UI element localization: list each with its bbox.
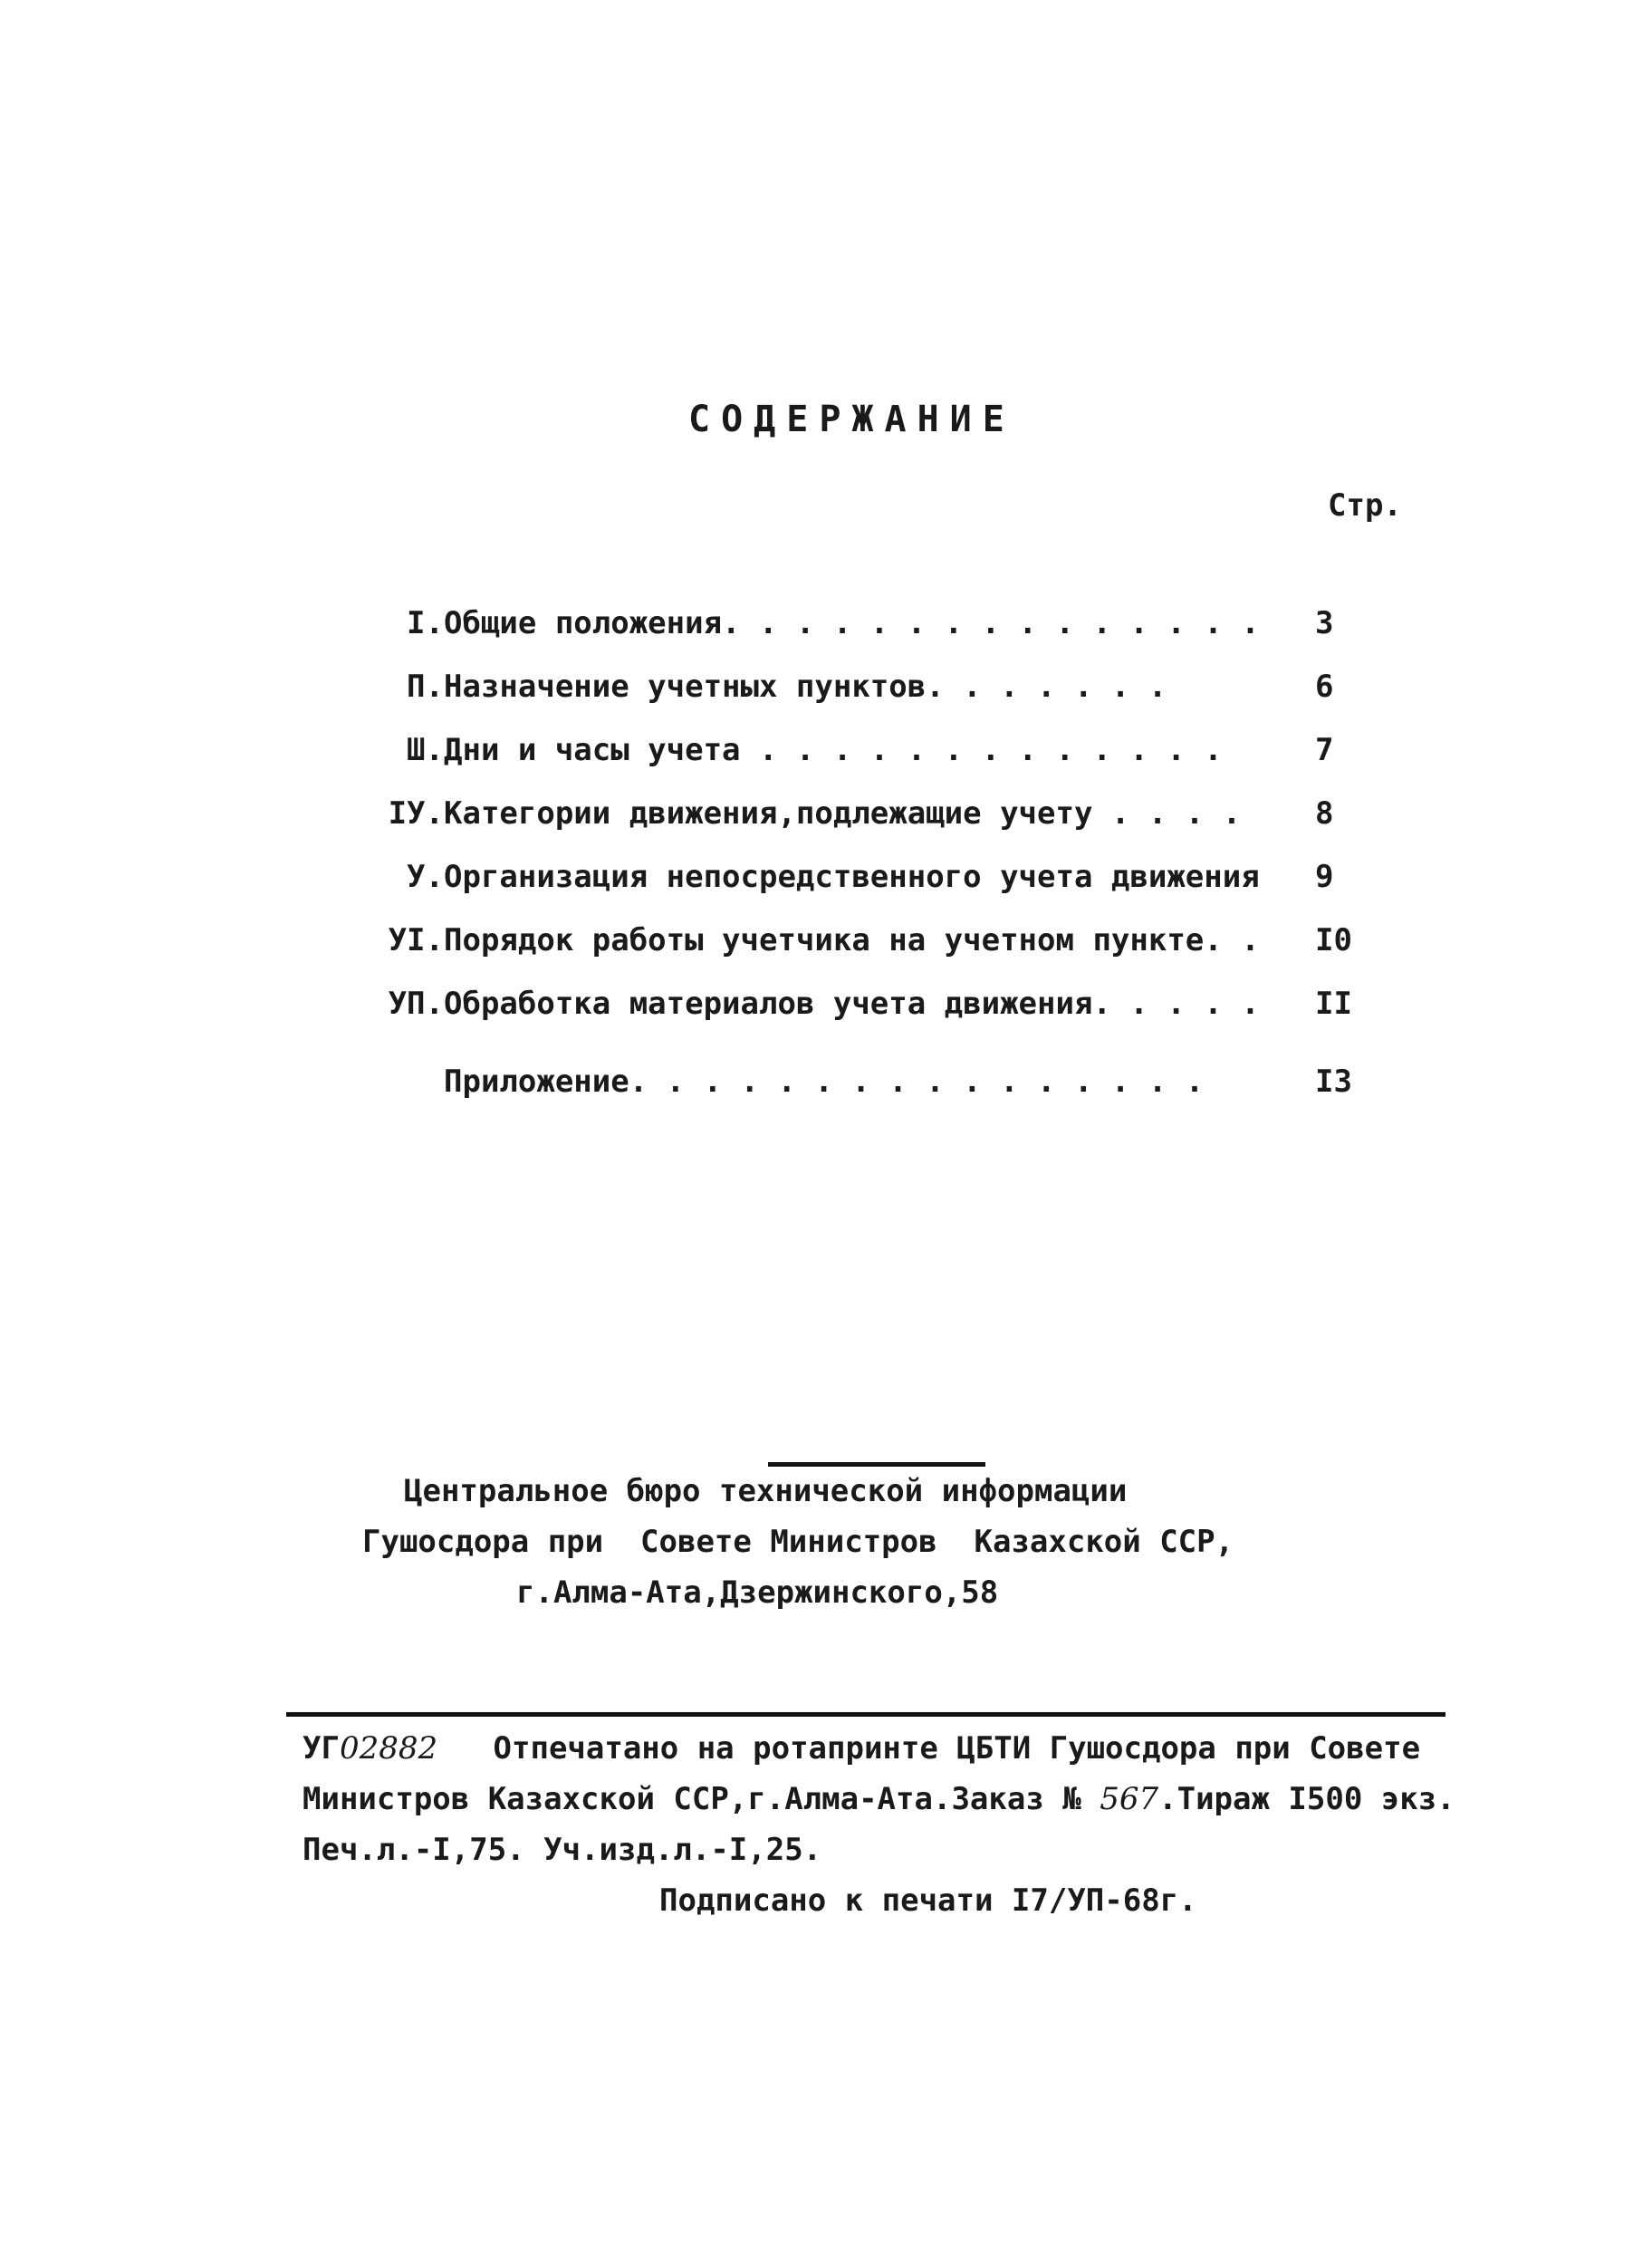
imprint-line: Печ.л.-I,75. Уч.изд.л.-I,25. [303,1832,822,1868]
publisher-line: Гушосдора при Совете Министров Казахской ССР, [362,1524,1234,1560]
toc-number: Ш. [407,732,444,768]
imprint-line [303,1730,1420,1767]
toc-page: 3 [1315,605,1334,641]
page-column-label: Стр. [1328,487,1402,524]
imprint-divider [286,1712,1446,1717]
toc-row [344,669,1386,719]
toc-row [344,922,1386,973]
imprint-code: 02882 [339,1730,438,1767]
publisher-line: Центральное бюро технической информации [404,1473,1128,1509]
imprint-text: Отпечатано на ротапринте ЦБТИ Гушосдора при Совете [493,1730,1421,1767]
toc-title: Порядок работы учетчика на учетном пункте. . [444,922,1260,958]
imprint-line: Подписано к печати I7/УП-68г. [659,1882,1197,1919]
toc-row [344,1064,1386,1114]
toc-number: УП. [388,986,444,1022]
imprint-prefix: УГ [303,1730,340,1767]
toc-row [344,859,1386,910]
publisher-line: г.Алма-Ата,Дзержинского,58 [516,1574,999,1611]
toc-row [344,795,1386,846]
toc-page: II [1315,986,1352,1022]
toc-title: Общие положения. . . . . . . . . . . . . . . [444,605,1260,641]
toc-page: I0 [1315,922,1352,958]
toc-page: I3 [1315,1064,1352,1100]
toc-title: Организация непосредственного учета движения [444,859,1260,895]
imprint-line [303,1781,1455,1817]
page-title: СОДЕРЖАНИЕ [688,399,1015,440]
toc-page: 6 [1315,669,1334,705]
toc-title: Обработка материалов учета движения. . . . . [444,986,1260,1022]
toc-row [344,732,1386,783]
toc-title: Категории движения,подлежащие учету . . . . [444,795,1242,832]
toc-number: УI. [388,922,444,958]
toc-number: I. [407,605,444,641]
toc-number: П. [407,669,444,705]
toc-number: IУ. [388,795,444,832]
toc-page: 9 [1315,859,1334,895]
imprint-text: .Тираж I500 экз. [1158,1781,1455,1817]
toc-row [344,605,1386,656]
toc-title: Назначение учетных пунктов. . . . . . . [444,669,1167,705]
toc-title: Приложение. . . . . . . . . . . . . . . . [444,1064,1205,1100]
toc-number: У. [407,859,444,895]
toc-page: 8 [1315,795,1334,832]
toc-page: 7 [1315,732,1334,768]
toc-row [344,986,1386,1036]
imprint-text: Министров Казахской ССР,г.Алма-Ата.Заказ № [303,1781,1081,1817]
toc-title: Дни и часы учета . . . . . . . . . . . . . [444,732,1223,768]
order-number: 567 [1100,1781,1159,1817]
short-divider [768,1462,985,1467]
